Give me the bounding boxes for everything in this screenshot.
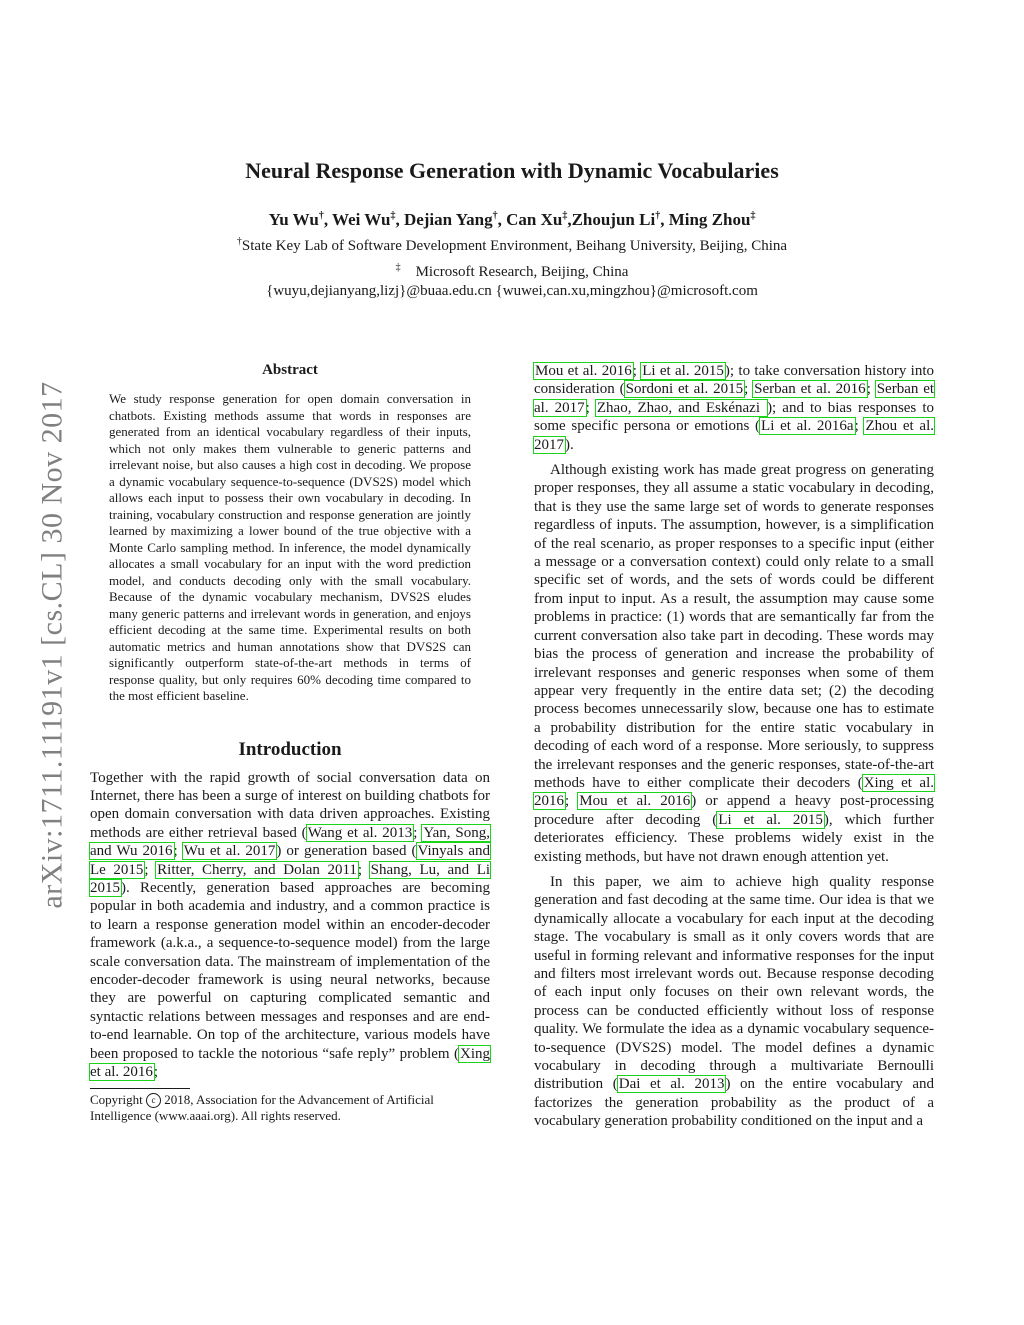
affiliation-mark: ‡ [395,262,401,273]
citation-link[interactable]: Wu et al. 2017 [183,843,276,860]
affiliation-1 [0,232,1024,256]
text-run: ) or generation based ( [276,843,417,860]
paper-title: Neural Response Generation with Dynamic Vocabularies [245,158,779,183]
text-run: ; [413,824,423,841]
text-run: ; [153,1064,159,1080]
text-run: ) on the entire vocabulary and factorizes the generation probability as the product of a vocabulary generation probability conditioned on the input and a [534,1076,935,1130]
left-column [90,362,490,1124]
text-run: Together with the rapid growth of social conversation data on Internet, there has been a surge of interest on building chatbots for open domain conversation with data driven approaches. Existing methods are either retrieval based ( [90,769,490,841]
text-run: ; [866,381,876,398]
citation-link[interactable]: Serban et al. 2017 [534,381,935,416]
citation-link[interactable]: Vinyals and Le 2015 [90,843,490,878]
author-name: Ming Zhou [668,210,751,229]
affiliation-text: State Key Lab of Software Development Environment, Beihang University, Beijing, China [241,238,788,254]
paper-header [0,158,1024,301]
text-run: ; [632,363,642,379]
author-name: Dejian Yang [403,210,493,229]
arxiv-id-text: arXiv:1711.11191v1 [cs.CL] 30 Nov 2017 [36,381,69,909]
author-mark: † [492,210,498,222]
text-run: ; [744,381,754,398]
text-run: ; [565,793,579,810]
intro-paragraph-1 [90,769,490,1082]
text-run: ). Recently, generation based approaches are becoming popular in both academia and industry, and a common practice is to learn a response generation model within an encoder-decoder framework (a.k.a., a sequence-to-sequence model) from the large scale conversation data. The mainstream of implementation of the encoder-decoder framework is using neural networks, because they are powerful on capturing complicated semantic and syntactic relations between messages and responses and are end-to-end learnable. On top of the architecture, various models have been proposed to tackle the notorious “safe reply” problem ( [90,879,490,1062]
copyright-icon: c [146,1093,161,1108]
abstract-body: We study response generation for open domain conversation in chatbots. Existing methods assume that words in responses are generated from an identical vocabulary regardless of their inputs, which not only makes them vulnerable to generic patterns and irrelevant noise, but also causes a high cost in decoding. We propose a dynamic vocabulary sequence-to-sequence (DVS2S) model which allows each input to possess their own vocabulary in decoding. In training, vocabulary construction and response generation are jointly learned by maximizing a lower bound of the true objective with a Monte Carlo sampling method. In inference, the model dynamically allocates a small vocabulary for an input with the word prediction model, and conducts decoding only with the small vocabulary. Because of the dynamic vocabulary mechanism, DVS2S eludes many generic patterns and irrelevant words in generation, and enjoys efficient decoding at the same time. Experimental results on both automatic metrics and human annotations show that DVS2S can significantly outperform state-of-the-art methods in terms of response quality, but only requires 60% decoding time compared to the most efficient baseline. [109,391,471,703]
abstract-heading: Abstract [262,362,318,378]
citation-link[interactable]: Dai et al. 2013 [618,1076,725,1093]
citation-link[interactable]: Mou et al. 2016 [535,363,632,379]
author-mark: † [655,210,661,222]
footnote-prefix: Copyright [90,1092,146,1108]
text-run: ; [585,399,596,416]
copyright-footnote [90,1092,490,1124]
text-run: ; [144,861,157,878]
introduction-heading: Introduction [238,738,342,760]
author-mark: ‡ [390,210,396,222]
citation-link[interactable]: Li et al. 2016a [761,418,854,435]
citation-link[interactable]: Sordoni et al. 2015 [625,381,744,398]
citation-link[interactable]: Zhao, Zhao, and Eskénazi [596,399,767,416]
author-mark: ‡ [562,210,568,222]
author-emails: {wuyu,dejianyang,lizj}@buaa.edu.cn {wuwei,can.xu,mingzhou}@microsoft.com [266,283,758,299]
affiliation-text: Microsoft Research, Beijing, China [415,264,629,280]
citation-link[interactable]: Yan, Song, and Wu 2016 [90,824,490,860]
arxiv-identifier-stamp [30,350,76,940]
author-name: Yu Wu [268,210,319,229]
text-run: ); to take conversation history into consideration ( [534,363,934,398]
text-run: Although existing work has made great progress on generating proper responses, they all assume a static vocabulary in decoding, that is they use the same large set of words to generate responses regardless of inputs. The assumption, however, is a simplification of the real scenario, as proper responses to a specific input (either a message or a conversation context) could only relate to a small specific set of words, and the sets of words could be different from input to input. As a result, the assumption may cause some problems in practice: (1) words that are semantically far from the current conversation also take part in decoding. These words may bias the process of generation and increase the probability of irrelevant responses and generic responses when some of them appear very frequently in the entire data set; (2) the decoding process becomes unnecessarily slow, because one has to estimate a probability distribution for the entire static vocabulary in decoding of each word of a response. More seriously, to suppress the irrelevant responses and the generic responses, state-of-the-art methods have to either complicate their decoders ( [534,462,934,791]
author-mark: † [318,210,324,222]
text-run: ) or append a heavy post-processing procedure after decoding ( [534,793,934,828]
abstract-section [90,362,490,705]
citation-link[interactable]: Mou et al. 2016 [579,793,691,810]
affiliation-mark: † [236,236,242,247]
text-run: ; [173,843,183,860]
text-run: ), which further deteriorates efficiency. These problems widely exist in the existing methods, but have not drawn enough attention yet. [534,811,934,865]
citation-link[interactable]: Li et al. 2015 [642,363,724,379]
author-list: Yu Wu†, Wei Wu‡, Dejian Yang†, Can Xu‡,Zhoujun Li†, Ming Zhou‡ [268,210,756,229]
intro-paragraph-3 [534,873,934,1131]
citation-link[interactable]: Serban et al. 2016 [754,381,866,398]
citation-link[interactable]: Shang, Lu, and Li 2015 [90,861,491,896]
text-run: ; [854,418,865,435]
affiliation-2 [0,258,1024,282]
author-name: Wei Wu [332,210,391,229]
citation-link[interactable]: Xing et al. 2016 [534,774,934,810]
citation-link[interactable]: Ritter, Cherry, and Dolan 2011 [157,861,357,878]
intro-paragraph-2 [534,461,934,866]
right-column [534,362,934,1131]
citation-link[interactable]: Wang et al. 2013 [307,824,413,841]
citation-link[interactable]: Li et al. 2015 [718,811,823,828]
text-run: ; [357,861,370,878]
citation-link[interactable]: Xing et al. 2016 [90,1045,490,1080]
text-run: ). [565,436,574,453]
author-mark: ‡ [750,210,756,222]
author-name: Can Xu [506,210,563,229]
text-run: ); and to bias responses to some specific persona or emotions ( [534,399,935,435]
intro-paragraph-1-continued [534,362,934,454]
footnote-rule [90,1088,190,1089]
author-name: Zhoujun Li [571,210,656,229]
citation-link[interactable]: Zhou et al. 2017 [534,418,934,453]
text-run: In this paper, we aim to achieve high quality response generation and fast decoding at the same time. Our idea is that we dynamically allocate a vocabulary for each input at the decoding stage. The vocabulary is small as it only covers words that are useful in forming relevant and informative responses for the input and filters most irrelevant words out. Because response decoding of each input only focuses on their own relevant words, the process can be conducted efficiently without loss of response quality. We formulate the idea as a dynamic vocabulary sequence-to-sequence (DVS2S) model. The model defines a dynamic vocabulary in decoding through a multivariate Bernoulli distribution ( [534,873,934,1093]
footnote-text: 2018, Association for the Advancement of Artificial Intelligence (www.aaai.org). All rights reserved. [90,1092,434,1124]
